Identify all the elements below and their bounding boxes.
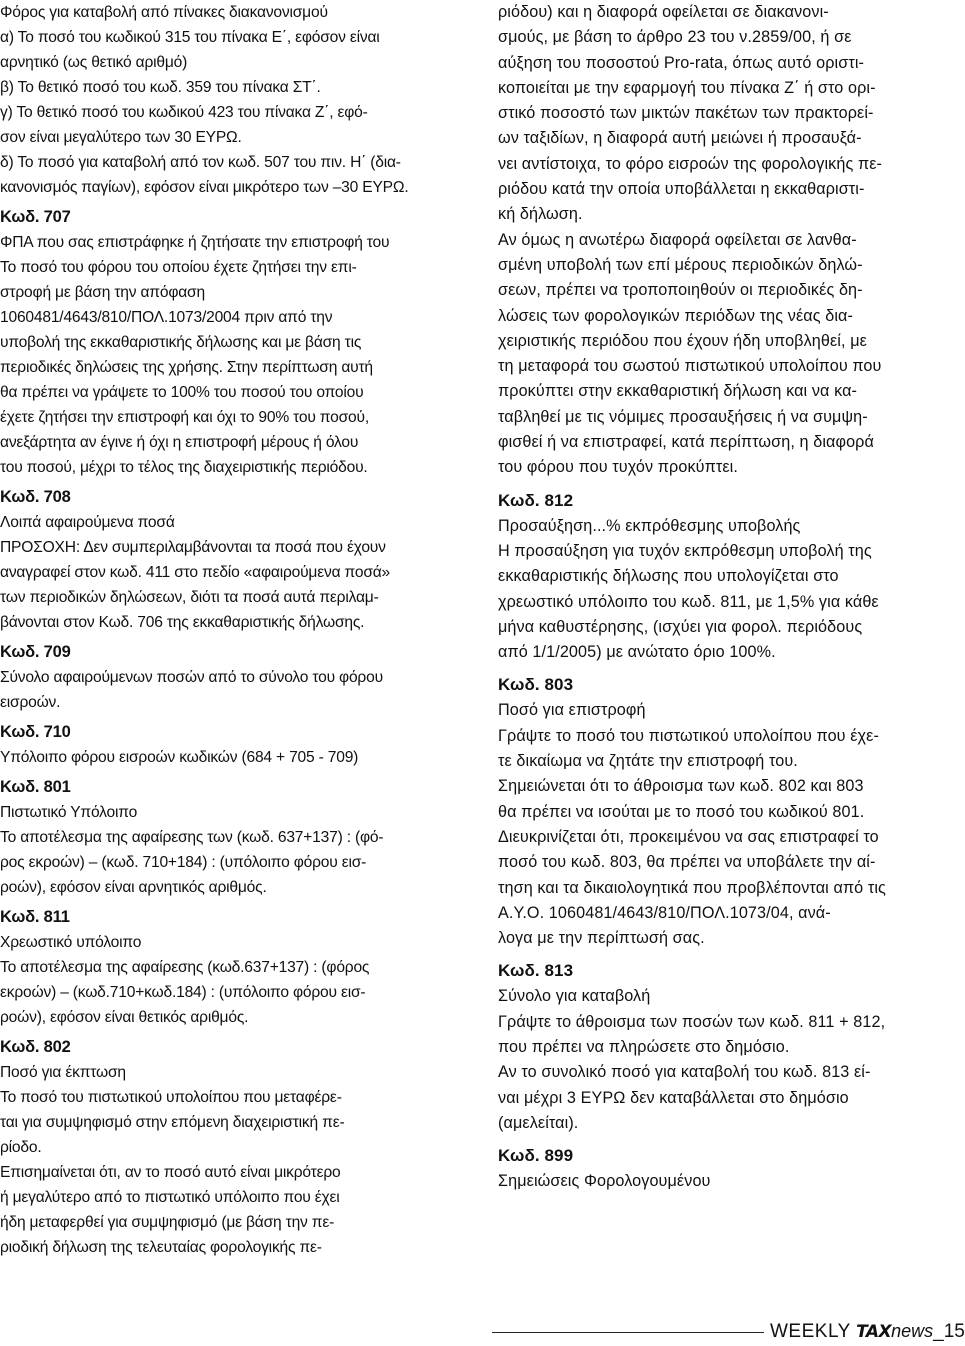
- text-line: χειριστικής περιόδου που έχουν ήδη υποβληθεί, με: [498, 331, 867, 350]
- text-line: ή μεγαλύτερο από το πιστωτικό υπόλοιπο που έχει: [0, 1189, 340, 1206]
- text-line: φισθεί ή να επιστραφεί, κατά περίπτωση, η διαφορά: [498, 433, 874, 452]
- page-footer: [0, 1318, 965, 1346]
- text-line: λώσεις των φορολογικών περιόδων της νέας δια-: [498, 306, 854, 325]
- text-line: σον είναι μεγαλύτερο των 30 ΕΥΡΩ.: [0, 129, 242, 146]
- text-line: ήδη μεταφερθεί για συμψηφισμό (με βάση την πε-: [0, 1214, 335, 1231]
- text-line: αναγραφεί στον κωδ. 411 στο πεδίο «αφαιρούμενα ποσά»: [0, 564, 391, 581]
- text-line: ΦΠΑ που σας επιστράφηκε ή ζητήσατε την επιστροφή του: [0, 234, 390, 251]
- section-heading: Κωδ. 801: [0, 778, 71, 796]
- text-line: από 1/1/2005) με ανώτατο όριο 100%.: [498, 643, 776, 662]
- section-899: [498, 1142, 956, 1194]
- text-line: δ) Το ποσό για καταβολή από τον κωδ. 507 του πιν. Η΄ (δια-: [0, 154, 401, 171]
- text-line: Αν το συνολικό ποσό για καταβολή του κωδ. 813 εί-: [498, 1063, 871, 1082]
- text-line: ριόδου κατά την οποία υποβάλλεται η εκκαθαριστι-: [498, 180, 865, 199]
- text-line: τη μεταφορά του σωστού πιστωτικού υπολοίπου που: [498, 357, 882, 376]
- text-line: αύξηση του ποσοστού Pro-rata, όπως αυτό οριστι-: [498, 53, 865, 72]
- text-line: Λοιπά αφαιρούμενα ποσά: [0, 514, 175, 531]
- text-line: Γράψτε το άθροισμα των ποσών των κωδ. 811 + 812,: [498, 1012, 886, 1031]
- text-line: τηση και τα δικαιολογητικά που προβλέπονται από τις: [498, 878, 886, 897]
- section-811: [0, 904, 462, 1030]
- text-line: Πιστωτικό Υπόλοιπο: [0, 804, 138, 821]
- text-line: Α.Υ.Ο. 1060481/4643/810/ΠΟΛ.1073/04, ανά-: [498, 903, 831, 922]
- section-802: [0, 1034, 462, 1260]
- text-line: Σημειώσεις Φορολογουμένου: [498, 1172, 711, 1191]
- text-line: 1060481/4643/810/ΠΟΛ.1073/2004 πριν από την: [0, 309, 333, 326]
- text-line: ταβληθεί με τις νόμιμες προσαυξήσεις ή να συμψη-: [498, 407, 868, 426]
- text-line: προκύπτει στην εκκαθαριστική δήλωση και να κα-: [498, 382, 858, 401]
- text-line: αρνητικό (ως θετικό αριθμό): [0, 54, 188, 71]
- text-line: κή δήλωση.: [498, 205, 583, 224]
- text-line: σμούς, με βάση το άρθρο 23 του ν.2859/00, ή σε: [498, 28, 852, 47]
- text-line: σεων, πρέπει να τροποποιηθούν οι περιοδικές δη-: [498, 281, 863, 300]
- text-line: (αμελείται).: [498, 1113, 579, 1132]
- text-line: στικό ποσοστό των μικτών πακέτων των πρακτορεί-: [498, 104, 874, 123]
- text-line: ρίοδο.: [0, 1139, 42, 1156]
- text-line: Το αποτέλεσμα της αφαίρεσης των (κωδ. 637+137) : (φό-: [0, 829, 384, 846]
- text-line: του φόρου που τυχόν προκύπτει.: [498, 458, 738, 477]
- text-line: περιοδικές δηλώσεις της χρήσης. Στην περίπτωση αυτή: [0, 359, 373, 376]
- text-line: ροών), εφόσον είναι αρνητικός αριθμός.: [0, 879, 267, 896]
- text-line: Το ποσό του φόρου του οποίου έχετε ζητήσει την επι-: [0, 259, 357, 276]
- section-heading: Κωδ. 707: [0, 208, 71, 226]
- section-heading: Κωδ. 708: [0, 488, 71, 506]
- section-801: [0, 774, 462, 900]
- brand-news: news: [891, 1321, 934, 1341]
- text-line: Γράψτε το ποσό του πιστωτικού υπολοίπου που έχε-: [498, 726, 879, 745]
- text-line: ται για συμψηφισμό στην επόμενη διαχειριστική πε-: [0, 1114, 345, 1131]
- section-heading: Κωδ. 811: [0, 908, 70, 926]
- section-heading: Κωδ. 710: [0, 723, 71, 741]
- text-line: ων ταξιδίων, η διαφορά αυτή μειώνει ή προσαυξά-: [498, 129, 862, 148]
- footer-brand: [770, 1319, 965, 1344]
- text-line: ναι μέχρι 3 ΕΥΡΩ δεν καταβάλλεται στο δημόσιο: [498, 1088, 849, 1107]
- text-line: Σύνολο για καταβολή: [498, 987, 651, 1006]
- text-line: κοποιείται με την εφαρμογή του πίνακα Ζ΄ ή στο ορι-: [498, 78, 876, 97]
- text-line: Υπόλοιπο φόρου εισροών κωδικών (684 + 705 - 709): [0, 749, 359, 766]
- text-line: εισροών.: [0, 694, 61, 711]
- text-line: Διευκρινίζεται ότι, προκειμένου να σας επιστραφεί το: [498, 827, 879, 846]
- text-line: ριοδική δήλωση της τελευταίας φορολογικής πε-: [0, 1239, 322, 1256]
- text-line: χρεωστικό υπόλοιπο του κωδ. 811, με 1,5% για κάθε: [498, 592, 879, 611]
- text-line: νει αντίστοιχα, το φόρο εισροών της φορολογικής πε-: [498, 154, 883, 173]
- text-line: Το ποσό του πιστωτικού υπολοίπου που μεταφέρε-: [0, 1089, 342, 1106]
- text-line: α) Το ποσό του κωδικού 315 του πίνακα Ε΄, εφόσον είναι: [0, 29, 380, 46]
- text-line: εκκαθαριστικής δήλωσης που υπολογίζεται στο: [498, 567, 839, 586]
- section-heading: Κωδ. 709: [0, 643, 71, 661]
- text-line: Σημειώνεται ότι το άθροισμα των κωδ. 802 και 803: [498, 777, 864, 796]
- text-line: ροών), εφόσον είναι θετικός αριθμός.: [0, 1009, 249, 1026]
- text-line: ανεξάρτητα αν έγινε ή όχι η επιστροφή μέρους ή όλου: [0, 434, 359, 451]
- section-heading: Κωδ. 899: [498, 1146, 574, 1166]
- text-line: τε δικαίωμα να ζητάτε την επιστροφή του.: [498, 752, 798, 771]
- page-number: 15: [943, 1321, 965, 1342]
- text-line: γ) Το θετικό ποσό του κωδικού 423 του πίνακα Ζ΄, εφό-: [0, 104, 368, 121]
- text-line: ΠΡΟΣΟΧΗ: Δεν συμπεριλαμβάνονται τα ποσά που έχουν: [0, 539, 386, 556]
- section-709: [0, 639, 462, 715]
- text-line: Σύνολο αφαιρούμενων ποσών από το σύνολο του φόρου: [0, 669, 383, 686]
- text-line: ριόδου) και η διαφορά οφείλεται σε διακανονι-: [498, 3, 829, 21]
- intro-block: [0, 0, 462, 200]
- section-813: [498, 957, 956, 1136]
- text-line: ρος εκροών) – (κωδ. 710+184) : (υπόλοιπο φόρου εισ-: [0, 854, 367, 871]
- section-708: [0, 484, 462, 635]
- section-heading: Κωδ. 802: [0, 1038, 71, 1056]
- section-707: [0, 204, 462, 480]
- brand-weekly: WEEKLY: [770, 1321, 851, 1342]
- left-column: [0, 0, 462, 1260]
- text-line: στροφή με βάση την απόφαση: [0, 284, 205, 301]
- section-heading: Κωδ. 813: [498, 961, 574, 981]
- section-812: [498, 487, 956, 666]
- text-line: Ποσό για επιστροφή: [498, 701, 646, 720]
- text-line: που πρέπει να πληρώσετε στο δημόσιο.: [498, 1037, 790, 1056]
- text-line: θα πρέπει να γράψετε το 100% του ποσού του οποίου: [0, 384, 364, 401]
- text-line: Η προσαύξηση για τυχόν εκπρόθεσμη υποβολή της: [498, 541, 872, 560]
- page-separator: _: [933, 1321, 944, 1342]
- text-line: Χρεωστικό υπόλοιπο: [0, 934, 142, 951]
- text-line: βάνονται στον Κωδ. 706 της εκκαθαριστικής δήλωσης.: [0, 614, 365, 631]
- text-line: Το αποτέλεσμα της αφαίρεσης (κωδ.637+137) : (φόρος: [0, 959, 370, 976]
- footer-rule: [492, 1332, 764, 1333]
- text-line: εκροών) – (κωδ.710+κωδ.184) : (υπόλοιπο φόρου εισ-: [0, 984, 366, 1001]
- section-803: [498, 671, 956, 951]
- text-line: ποσό του κωδ. 803, θα πρέπει να υποβάλετε την αί-: [498, 853, 876, 872]
- section-710: [0, 719, 462, 770]
- text-line: β) Το θετικό ποσό του κωδ. 359 του πίνακα ΣΤ΄.: [0, 79, 321, 96]
- right-column: [498, 0, 956, 1194]
- text-line: σμένη υποβολή των επί μέρους περιοδικών δηλώ-: [498, 255, 863, 274]
- text-line: του ποσού, μέχρι το τέλος της διαχειριστικής περιόδου.: [0, 459, 368, 476]
- text-line: κανονισμός παγίων), εφόσον είναι μικρότερο των –30 ΕΥΡΩ.: [0, 179, 409, 196]
- text-line: Προσαύξηση...% εκπρόθεσμης υποβολής: [498, 516, 801, 535]
- text-line: υποβολή της εκκαθαριστικής δήλωσης και με βάση τις: [0, 334, 362, 351]
- text-line: έχετε ζητήσει την επιστροφή και όχι το 90% του ποσού,: [0, 409, 369, 426]
- text-line: Επισημαίνεται ότι, αν το ποσό αυτό είναι μικρότερο: [0, 1164, 341, 1181]
- text-line: λογα με την περίπτωσή σας.: [498, 929, 705, 948]
- section-802-continuation: [498, 0, 956, 481]
- brand-tax: TAX: [856, 1322, 892, 1342]
- text-line: θα πρέπει να ισούται με το ποσό του κωδικού 801.: [498, 802, 865, 821]
- text-line: μήνα καθυστέρησης, (ισχύει για φορολ. περιόδους: [498, 617, 863, 636]
- text-line: των περιοδικών δηλώσεων, διότι τα ποσά αυτά περιλαμ-: [0, 589, 379, 606]
- text-line: Ποσό για έκπτωση: [0, 1064, 126, 1081]
- section-heading: Κωδ. 812: [498, 490, 574, 510]
- text-line: Φόρος για καταβολή από πίνακες διακανονισμού: [0, 4, 328, 21]
- section-heading: Κωδ. 803: [498, 675, 574, 695]
- text-line: Αν όμως η ανωτέρω διαφορά οφείλεται σε λανθα-: [498, 230, 857, 249]
